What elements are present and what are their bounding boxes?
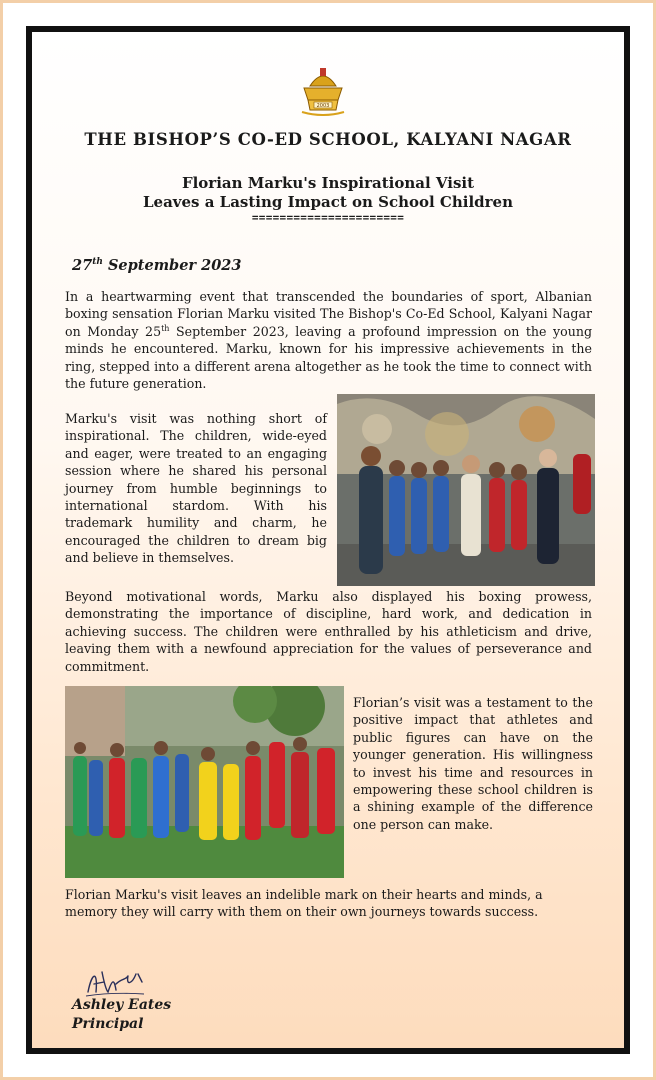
group-photo-gym: [337, 394, 595, 586]
paragraph-1-text-a: In a heartwarming event that transcended the boundaries of sport, Albanian boxing sensation Florian Marku visited The Bishop's Co-Ed School, Kalyani Nagar on Monday 25: [65, 289, 592, 339]
paragraph-5: Florian Marku's visit leaves an indelible mark on their hearts and minds, a memory they will carry with them on their own journeys towards success.: [65, 887, 543, 920]
crest-year: 2003: [316, 103, 330, 110]
headline-line-1: Florian Marku's Inspirational Visit: [181, 174, 475, 192]
article-date: [72, 257, 241, 274]
newsletter-page: [26, 26, 630, 1054]
signatory-title: Principal: [72, 1016, 144, 1032]
paragraph-4: Florian’s visit was a testament to the positive impact that athletes and public figures can have on the younger generation. His willingness to invest his time and resources in empowering these school children is a shining example of the difference one person can make.: [353, 695, 593, 832]
date-suffix: th: [92, 257, 103, 268]
headline-rule: ======================: [251, 211, 405, 224]
paragraph-1-text-b: September 2023, leaving a profound impression on the young minds he encountered. Marku, known for his impressive achievements in the ring, stepped into a different arena altogether as he took the time to connect with the future generation.: [65, 323, 593, 392]
date-day: 27: [72, 257, 93, 274]
school-crest-icon: [300, 64, 346, 116]
paragraph-1: [65, 288, 592, 392]
paragraph-3: Beyond motivational words, Marku also displayed his boxing prowess, demonstrating the importance of discipline, hard work, and dedication in achieving success. The children were enthralled by his athleticism and drive, leaving them with a newfound appreciation for the values of perseverance and commitment.: [65, 589, 592, 674]
date-rest: September 2023: [107, 257, 242, 274]
headline-line-2: Leaves a Lasting Impact on School Children: [142, 193, 514, 211]
headline: [32, 174, 624, 212]
school-name: THE BISHOP’S CO-ED SCHOOL, KALYANI NAGAR: [84, 130, 572, 149]
paragraph-1-sup: th: [161, 323, 170, 333]
signatory: [72, 996, 171, 1034]
paragraph-2: Marku's visit was nothing short of inspirational. The children, wide-eyed and eager, were treated to an engaging session where he shared his personal journey from humble beginnings to international stardom. With his trademark humility and charm, he encouraged the children to dream big and believe in themselves.: [65, 411, 327, 566]
signatory-name: Ashley Eates: [72, 997, 172, 1013]
group-photo-children-boxing-gloves: [65, 686, 344, 878]
